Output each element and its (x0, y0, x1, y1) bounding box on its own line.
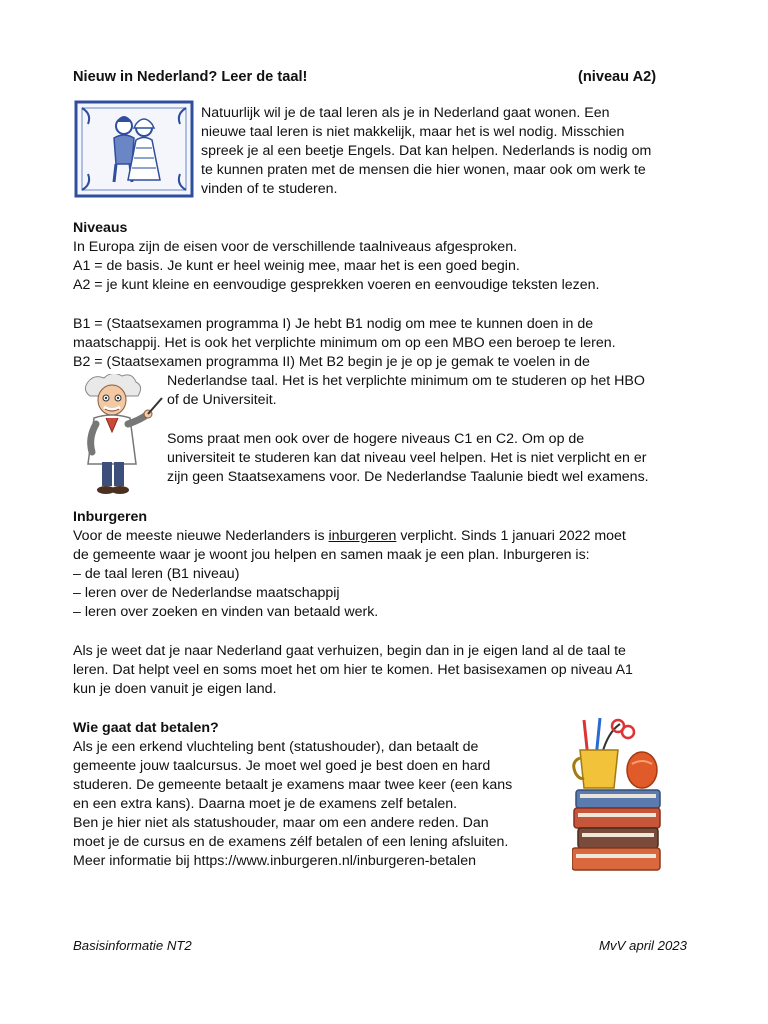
niveaus-c-line: Soms praat men ook over de hogere niveaus C1 en C2. Om op de (167, 431, 585, 447)
niveaus-line: A1 = de basis. Je kunt er heel weinig mee, maar het is een goed begin. (73, 258, 520, 274)
intro-line: vinden of te studeren. (201, 181, 338, 197)
inburgeren-para2-line: kun je doen vanuit je eigen land. (73, 681, 277, 697)
niveaus-c-line: zijn geen Staatsexamens voor. De Nederlandse Taalunie biedt wel examens. (167, 469, 649, 485)
niveaus-b-line: B1 = (Staatsexamen programma I) Je hebt B1 nodig om mee te kunnen doen in de (73, 316, 594, 332)
footer-right: MvV april 2023 (599, 938, 687, 953)
level-label: (niveau A2) (578, 69, 657, 85)
betalen-info-link[interactable]: Meer informatie bij https://www.inburgeren.nl/inburgeren-betalen (73, 853, 476, 869)
niveaus-c-line: universiteit te studeren kan dat niveau veel helpen. Het is niet verplicht en er (167, 450, 647, 466)
intro-line: nieuwe taal leren is niet makkelijk, maar het is wel nodig. Misschien (201, 124, 625, 140)
niveaus-b-line: B2 = (Staatsexamen programma II) Met B2 begin je je op je gemak te voelen in de (73, 354, 590, 370)
inburgeren-line (73, 527, 626, 546)
intro-line: te kunnen praten met de mensen die hier wonen, maar ook om werk te (201, 162, 646, 178)
niveaus-line: In Europa zijn de eisen voor de verschillende taalniveaus afgesproken. (73, 239, 518, 255)
niveaus-line: A2 = je kunt kleine en eenvoudige gesprekken voeren en eenvoudige teksten lezen. (73, 277, 600, 293)
intro-line: spreek je al een beetje Engels. Dat kan helpen. Nederlands is nodig om (201, 143, 652, 159)
betalen-line: Ben je hier niet als statushouder, maar om een andere reden. Dan (73, 815, 489, 831)
footer-left: Basisinformatie NT2 (73, 938, 192, 953)
inburgeren-link[interactable]: inburgeren (328, 528, 397, 544)
section-heading-niveaus: Niveaus (73, 220, 128, 236)
niveaus-b2-line: Nederlandse taal. Het is het verplichte minimum om te studeren op het HBO (167, 373, 645, 389)
betalen-line: studeren. De gemeente betaalt je examens maar twee keer (een kans (73, 777, 513, 793)
professor-pointer-icon (78, 374, 164, 498)
betalen-line: moet je de cursus en de examens zélf betalen of een lening afsluiten. (73, 834, 509, 850)
inburgeren-para2-line: leren. Dat helpt veel en soms moet het om hier te komen. Het basisexamen op niveau A1 (73, 662, 633, 678)
inburgeren-list-item: – leren over de Nederlandse maatschappij (73, 585, 340, 601)
betalen-line: Als je een erkend vluchteling bent (statushouder), dan betaalt de (73, 739, 479, 755)
inburgeren-text: Voor de meeste nieuwe Nederlanders is (73, 528, 329, 544)
niveaus-b2-line: of de Universiteit. (167, 392, 277, 408)
betalen-line: gemeente jouw taalcursus. Je moet wel goed je best doen en hard (73, 758, 491, 774)
inburgeren-text: verplicht. Sinds 1 januari 2022 moet (396, 528, 626, 544)
books-and-pencil-cup-icon (572, 714, 664, 878)
intro-line: Natuurlijk wil je de taal leren als je in Nederland gaat wonen. Een (201, 105, 610, 121)
inburgeren-para2-line: Als je weet dat je naar Nederland gaat verhuizen, begin dan in je eigen land al de taal te (73, 643, 626, 659)
delft-tile-kissing-couple-icon (74, 100, 194, 198)
section-heading-betalen: Wie gaat dat betalen? (73, 720, 219, 736)
page-title: Nieuw in Nederland? Leer de taal! (73, 69, 308, 85)
betalen-line: en een extra kans). Daarna moet je de examens zelf betalen. (73, 796, 458, 812)
inburgeren-list-item: – de taal leren (B1 niveau) (73, 566, 240, 582)
section-heading-inburgeren: Inburgeren (73, 509, 148, 525)
inburgeren-line: de gemeente waar je woont jou helpen en samen maak je een plan. Inburgeren is: (73, 547, 590, 563)
niveaus-b-line: maatschappij. Het is ook het verplichte minimum om op een MBO een beroep te leren. (73, 335, 616, 351)
inburgeren-list-item: – leren over zoeken en vinden van betaald werk. (73, 604, 379, 620)
